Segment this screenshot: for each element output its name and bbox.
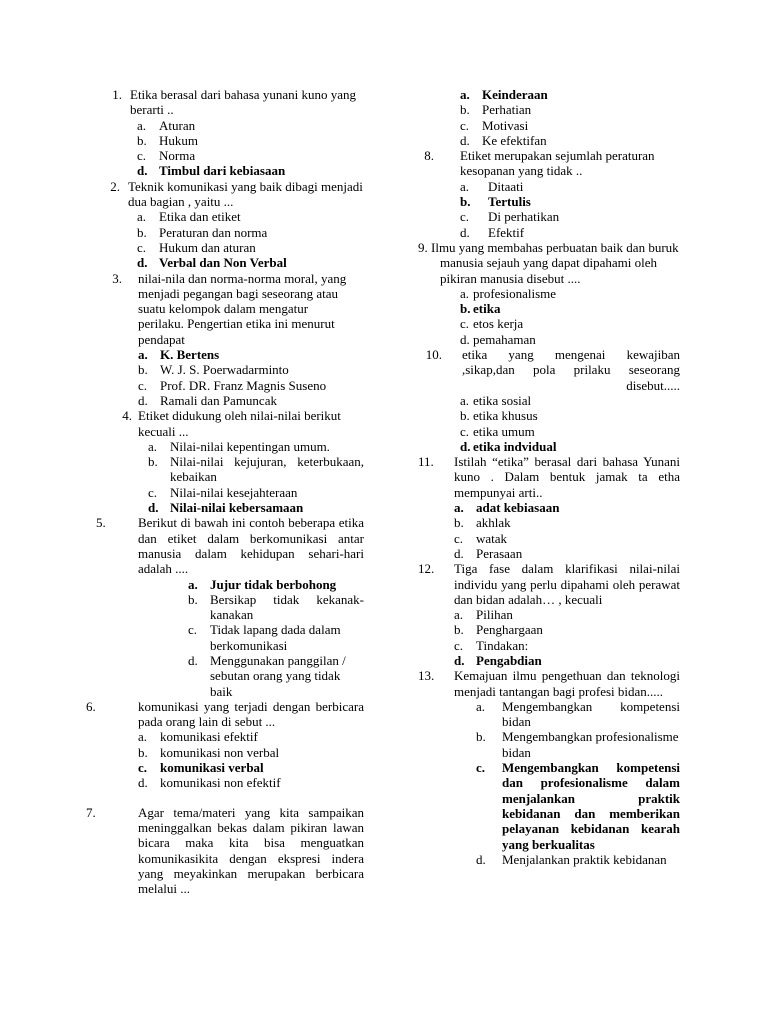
option[interactable]: a. Etika dan etiket [137,209,241,225]
option[interactable]: b. etika khusus [460,408,538,424]
question-text: Tiga fase dalam klarifikasi nilai-nilai individu yang perlu dipahami oleh perawat dan bidan adalah… , kecuali [454,561,680,607]
option-answer[interactable]: d. Verbal dan Non Verbal [137,255,287,271]
option-answer[interactable]: d. etika indvidual [460,438,557,454]
option[interactable]: b. komunikasi non verbal [138,744,280,760]
option[interactable]: c. Prof. DR. Franz Magnis Suseno [138,377,327,393]
question-7 [86,805,364,897]
options-list [138,347,364,408]
question-text: Etiket merupakan sejumlah peraturan kesopanan yang tidak .. [460,148,655,179]
option[interactable]: c. Tidak lapang dada dalam berkomunikasi [188,622,341,653]
options-list [476,699,680,867]
option-answer[interactable]: b. Tertulis [460,194,531,210]
question-6 [86,699,364,730]
option-answer[interactable]: d. Timbul dari kebiasaan [137,163,286,179]
question-text: Kemajuan ilmu pengethuan dan teknologi menjadi tantangan bagi profesi bidan..... [454,668,680,699]
question-text: Etiket didukung oleh nilai-nilai berikut kecuali ... [138,408,341,439]
option[interactable]: d. komunikasi non efektif [138,775,281,791]
question-3 [96,271,364,347]
question-5 [96,515,364,576]
option[interactable]: d. Menggunakan panggilan / sebutan orang yang tidak baik [188,652,346,699]
question-9 [396,240,680,286]
question-2 [96,179,364,210]
question-13 [418,668,680,699]
question-4 [96,408,364,439]
option[interactable]: b. Nilai-nilai kejujuran, keterbukaan, kebaikan [148,454,364,485]
question-text: Teknik komunikasi yang baik dibagi menjadi dua bagian , yaitu ... [128,178,363,210]
question-number: 3. [112,270,122,286]
option[interactable]: d. Menjalankan praktik kebidanan [476,851,667,867]
option[interactable]: b. Penghargaan [454,622,543,638]
question-number: 13. [418,668,435,684]
question-text: Ilmu yang membahas perbuatan baik dan buruk manusia sejauh yang dapat dipahami oleh pikiran manusia disebut .... [431,239,679,286]
option-answer[interactable]: c. Mengembangkan kompetensi dan profesionalisme dalam menjalankan praktik kebidanan dan memberikan pelayanan kebidanan kearah yang berkualitas [476,760,680,852]
question-number: 7. [86,804,96,820]
option[interactable]: a. Ditaati [460,178,524,194]
options-list [460,393,680,454]
options-list [188,577,364,699]
option[interactable]: a. etika sosial [460,392,532,408]
option[interactable]: c. Motivasi [460,117,529,133]
option[interactable]: a. Mengembangkan kompetensi bidan [476,698,680,730]
options-list [138,729,364,790]
option-answer[interactable]: c. komunikasi verbal [138,760,264,776]
option[interactable]: a. Pilihan [454,607,513,623]
question-text: Istilah “etika” berasal dari bahasa Yunani kuno . Dalam bentuk jamak ta etha mempunyai arti.. [454,454,680,500]
question-10 [418,347,680,393]
options-list [137,209,364,270]
option[interactable]: c. etika umum [460,423,535,439]
option-answer[interactable]: a. K. Bertens [138,347,220,363]
option[interactable]: b. Mengembangkan profesionalisme bidan [476,729,679,760]
option[interactable]: c. Tindakan: [454,637,529,653]
option[interactable]: c. Norma [137,148,196,164]
left-column [86,87,364,897]
option[interactable]: b. Perhatian [460,102,532,118]
options-list [460,179,680,240]
question-number: 10. [425,347,442,363]
question-number: 5. [96,515,106,531]
option-answer[interactable]: b. etika [460,301,501,317]
question-number: 12. [418,561,435,577]
options-list [137,118,364,179]
option[interactable]: d. Ke efektifan [460,132,547,148]
options-list [454,607,680,668]
option[interactable]: b. akhlak [454,515,511,531]
question-text: nilai-nila dan norma-norma moral, yang menjadi pegangan bagi seseorang atau suatu kelompok dalam mengatur perilaku. Pengertian etika ini menurut pendapat [138,270,347,347]
right-column [418,87,680,867]
option[interactable]: b. W. J. S. Poerwadarminto [138,362,289,378]
question-number: 6. [86,698,96,714]
question-text: Agar tema/materi yang kita sampaikan meninggalkan bekas dalam pikiran lawan bicara maka kita bisa menguatkan komunikasikita dengan ekspresi indera yang meyakinkan merupakan berbicara melalui ... [138,804,364,897]
option[interactable]: a. profesionalisme [460,285,557,301]
option[interactable]: a. Nilai-nilai kepentingan umum. [148,438,330,454]
question-11 [418,454,680,500]
question-text: Etika berasal dari bahasa yunani kuno yang berarti .. [130,87,356,118]
question-number: 9. [418,239,428,255]
option-answer[interactable]: d. Nilai-nilai kebersamaan [148,500,304,516]
option[interactable]: b. Bersikap tidak kekanak-kanakan [188,591,364,623]
question-number: 2. [110,178,120,194]
options-list [454,500,680,561]
question-text: Berikut di bawah ini contoh beberapa etika dan etiket dalam berkomunikasi antar manusia dalam kehidupan sehari-hari adalah .... [138,515,364,577]
option-answer[interactable]: a. adat kebiasaan [454,500,560,516]
option[interactable]: d. pemahaman [460,331,536,347]
option[interactable]: c. Di perhatikan [460,209,560,225]
option[interactable]: c. Hukum dan aturan [137,239,256,255]
question-text: etika yang mengenai kewajiban ,sikap,dan pola prilaku seseorang disebut..... [462,347,680,393]
option-answer[interactable]: d. Pengabdian [454,652,542,668]
option[interactable]: b. Hukum [137,132,198,148]
option[interactable]: a. Aturan [137,117,196,133]
question-text: komunikasi yang terjadi dengan berbicara pada orang lain di sebut ... [138,698,364,730]
option[interactable]: d. Perasaan [454,545,523,561]
options-list [460,286,680,347]
question-number: 4. [122,408,132,424]
question-number: 1. [112,87,122,102]
options-list [148,439,364,515]
question-8 [418,148,680,179]
question-number: 11. [418,454,434,470]
option[interactable]: c. watak [454,530,508,546]
option[interactable]: b. Peraturan dan norma [137,224,268,240]
option[interactable]: d. Efektif [460,224,525,240]
option[interactable]: c. etos kerja [460,316,524,332]
option[interactable]: a. komunikasi efektif [138,729,258,745]
option-answer[interactable]: a. Keinderaan [460,87,548,102]
options-list [460,87,680,148]
question-1 [96,87,364,118]
question-12 [418,561,680,607]
option[interactable]: d. Ramali dan Pamuncak [138,392,277,408]
question-number: 8. [424,148,434,164]
option[interactable]: c. Nilai-nilai kesejahteraan [148,484,298,500]
option-answer[interactable]: a. Jujur tidak berbohong [188,576,337,592]
